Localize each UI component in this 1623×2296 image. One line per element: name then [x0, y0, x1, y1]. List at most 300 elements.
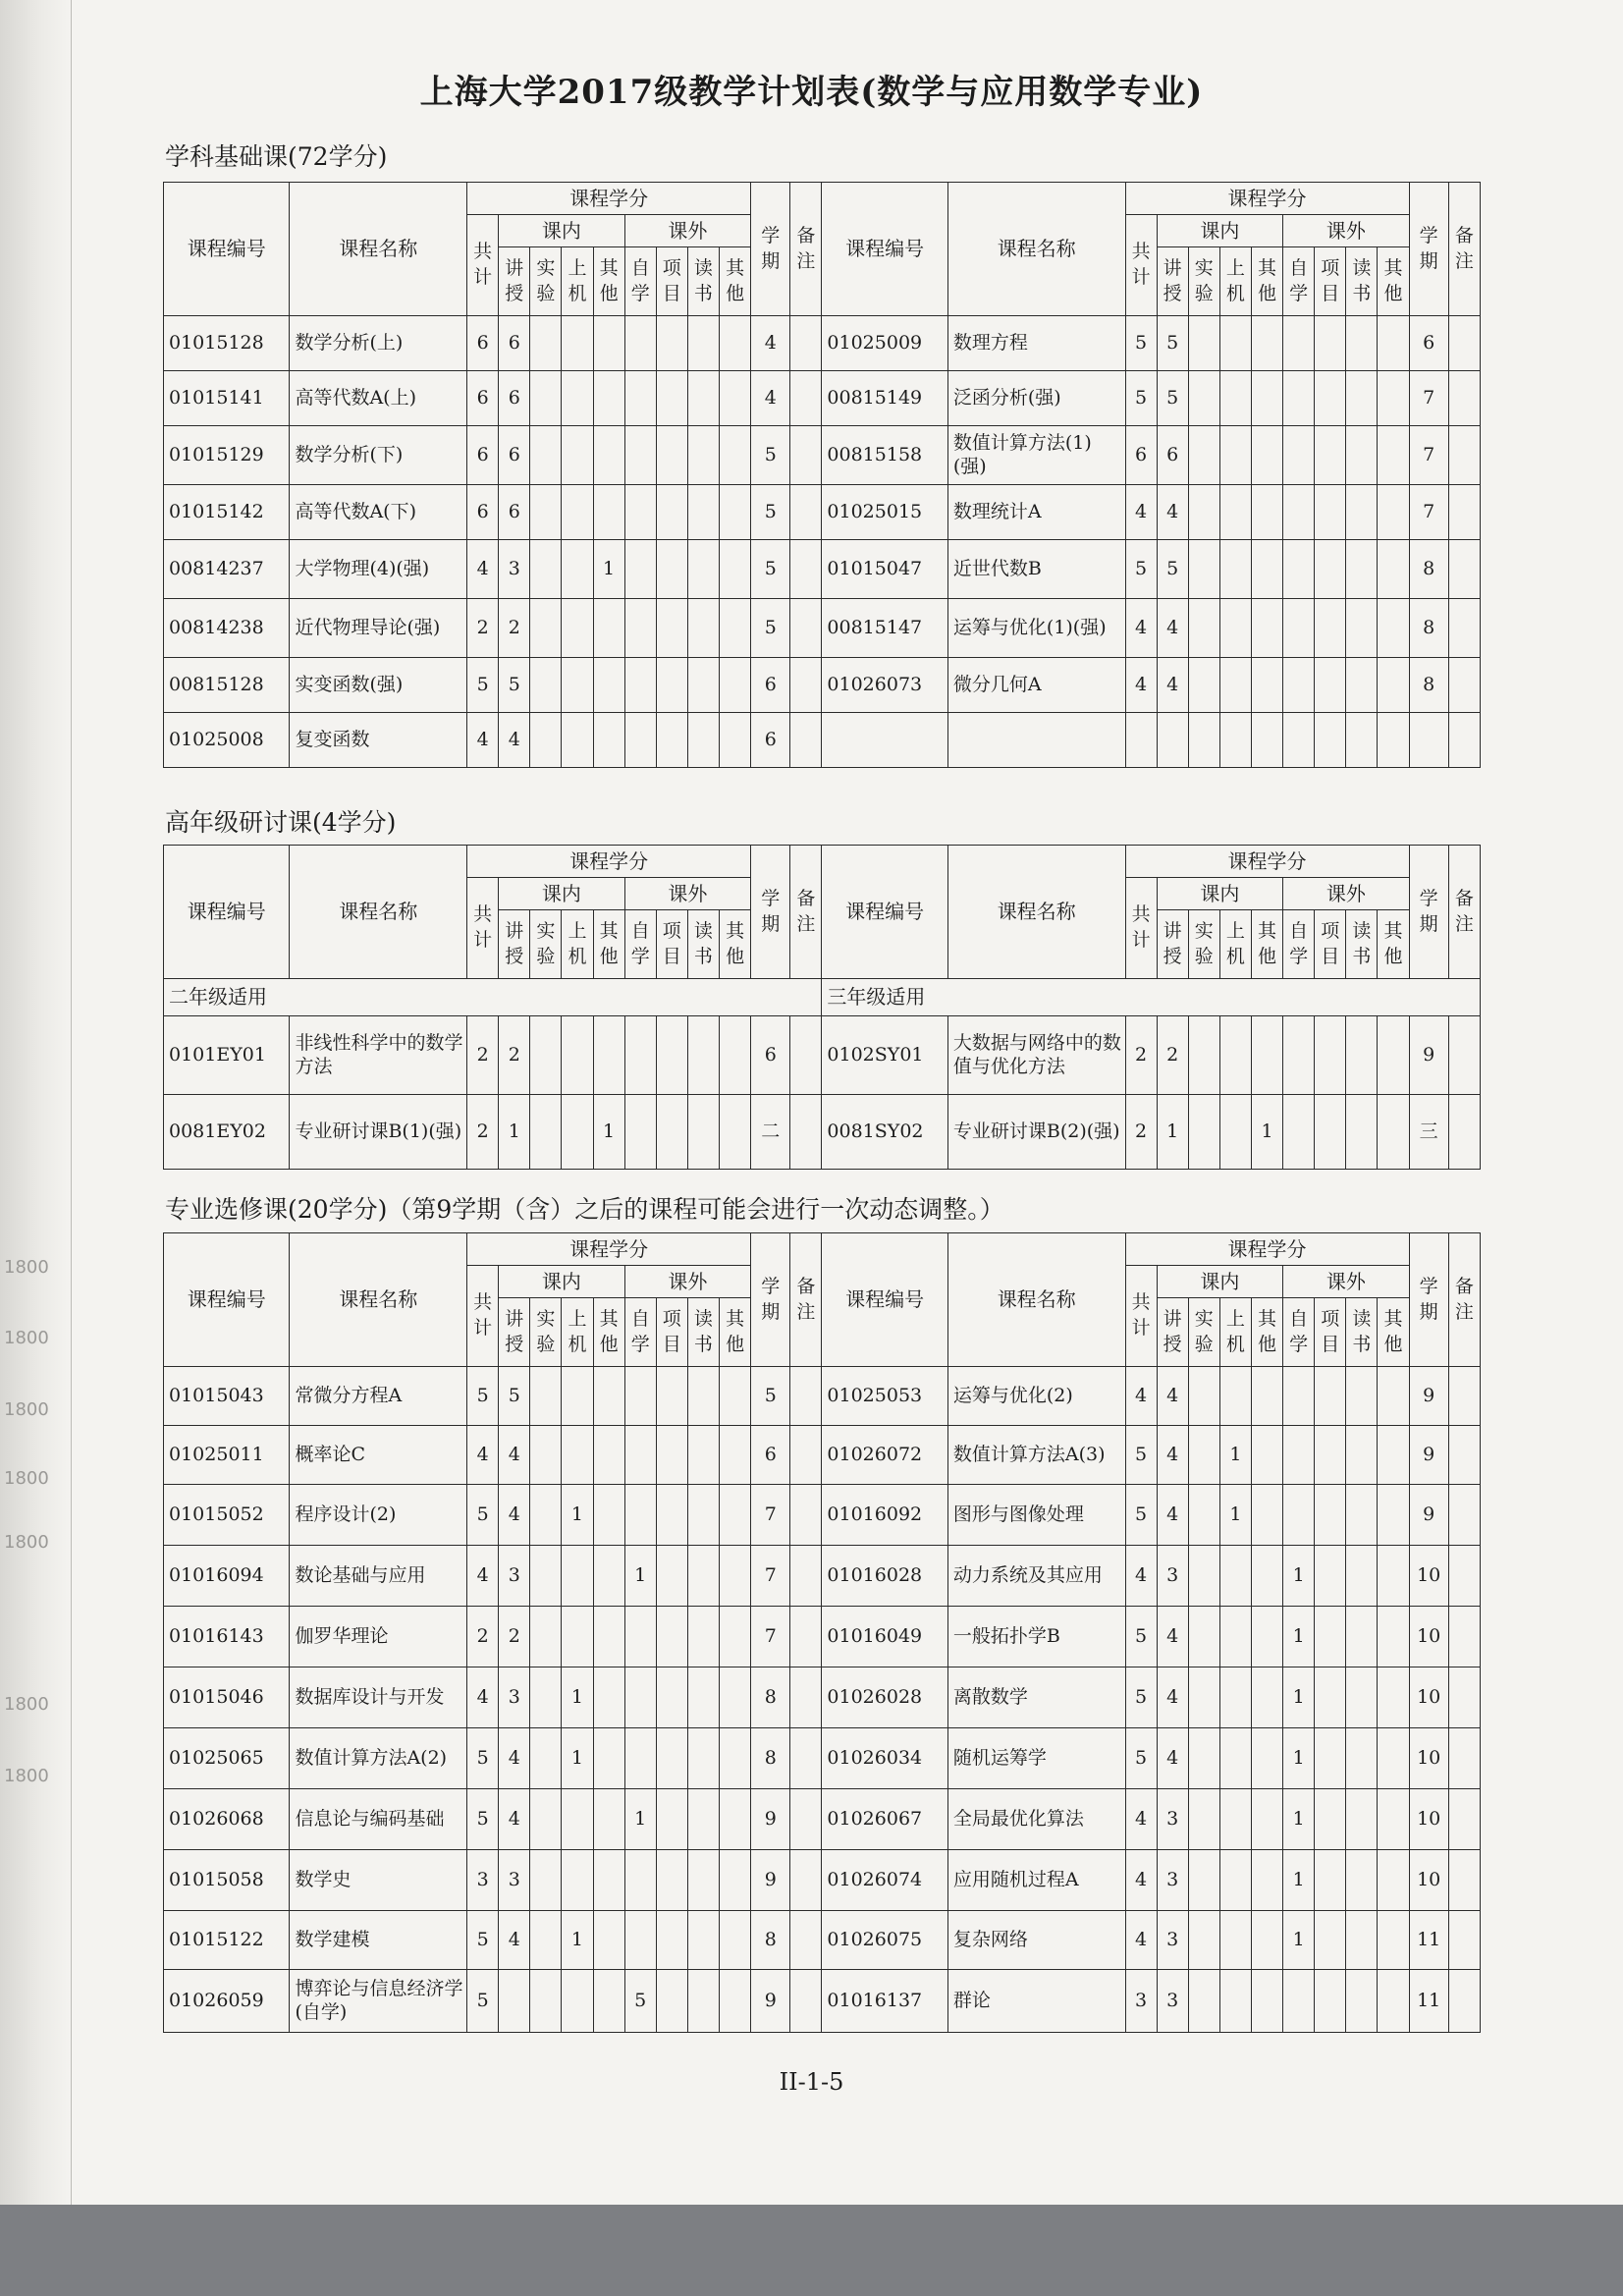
- reading-cell: [687, 1016, 719, 1095]
- project-cell: [656, 1850, 687, 1911]
- header-lecture-right: 讲 授: [1157, 247, 1188, 316]
- term-cell: 8: [751, 1911, 790, 1970]
- lecture-cell: 6: [499, 426, 530, 485]
- course-name-cell: 实变函数(强): [290, 658, 467, 713]
- lecture-cell: 6: [499, 485, 530, 540]
- header-course-code-right: 课程编号: [822, 1233, 947, 1367]
- self-study-cell: [1283, 1970, 1315, 2033]
- course-code-cell: 01016092: [822, 1485, 947, 1546]
- project-cell: [656, 1728, 687, 1789]
- term-cell: 7: [1409, 371, 1448, 426]
- other-out-cell: [719, 485, 750, 540]
- computer-cell: [562, 1095, 593, 1170]
- reading-cell: [687, 658, 719, 713]
- other-in-cell: [593, 1607, 624, 1667]
- header-credits-right: 课程学分: [1125, 846, 1409, 878]
- term-cell: 6: [1409, 316, 1448, 371]
- header-course-name-left: 课程名称: [290, 183, 467, 316]
- course-code-cell: 0081EY02: [164, 1095, 290, 1170]
- course-code-cell: 01026059: [164, 1970, 290, 2033]
- header-term-left: 学 期: [751, 183, 790, 316]
- header-project-right: 项 目: [1315, 910, 1346, 979]
- total-cell: 4: [1125, 1911, 1157, 1970]
- other-out-cell: [1378, 1789, 1409, 1850]
- other-in-cell: [593, 1546, 624, 1607]
- reading-cell: [687, 1789, 719, 1850]
- other-out-cell: [1378, 1850, 1409, 1911]
- table-row: [164, 1546, 1481, 1607]
- computer-cell: [1219, 1095, 1251, 1170]
- computer-cell: 1: [562, 1667, 593, 1728]
- term-cell: 二: [751, 1095, 790, 1170]
- self-study-cell: [1283, 658, 1315, 713]
- total-cell: 4: [467, 1667, 499, 1728]
- margin-mark: 1800: [4, 1532, 49, 1553]
- note-cell: [790, 1667, 822, 1728]
- total-cell: 5: [467, 1970, 499, 2033]
- term-cell: 7: [751, 1485, 790, 1546]
- header-lab-right: 实 验: [1188, 247, 1219, 316]
- course-code-cell: 00815158: [822, 426, 947, 485]
- note-cell: [1448, 1607, 1480, 1667]
- lab-cell: [1188, 599, 1219, 658]
- computer-cell: [562, 540, 593, 599]
- other-in-cell: [1251, 485, 1282, 540]
- lab-cell: [530, 1016, 562, 1095]
- course-code-cell: 01025008: [164, 713, 290, 768]
- other-in-cell: 1: [1251, 1095, 1282, 1170]
- total-cell: 5: [467, 1728, 499, 1789]
- reading-cell: [1346, 1367, 1378, 1426]
- total-cell: 4: [467, 1426, 499, 1485]
- other-in-cell: [1251, 1850, 1282, 1911]
- lab-cell: [530, 1911, 562, 1970]
- lecture-cell: 4: [499, 1426, 530, 1485]
- note-cell: [1448, 1016, 1480, 1095]
- course-code-cell: 01025009: [822, 316, 947, 371]
- header-reading-right: 读 书: [1346, 1298, 1378, 1367]
- course-name-cell: 离散数学: [947, 1667, 1125, 1728]
- project-cell: [1315, 1970, 1346, 2033]
- other-in-cell: [593, 599, 624, 658]
- self-study-cell: [1283, 1426, 1315, 1485]
- table-row: [164, 485, 1481, 540]
- note-cell: [1448, 1667, 1480, 1728]
- lab-cell: [530, 1850, 562, 1911]
- computer-cell: [562, 371, 593, 426]
- reading-cell: [1346, 540, 1378, 599]
- other-in-cell: [593, 371, 624, 426]
- lecture-cell: 4: [499, 1485, 530, 1546]
- reading-cell: [1346, 713, 1378, 768]
- table-row: [164, 316, 1481, 371]
- course-name-cell: 数学分析(下): [290, 426, 467, 485]
- header-course-name-left: 课程名称: [290, 846, 467, 979]
- header-other-in-left: 其 他: [593, 910, 624, 979]
- project-cell: [656, 1667, 687, 1728]
- course-code-cell: 01015043: [164, 1367, 290, 1426]
- table-seminar-courses: [163, 845, 1481, 1170]
- project-cell: [1315, 599, 1346, 658]
- note-cell: [790, 1728, 822, 1789]
- header-total-left: 共 计: [467, 215, 499, 316]
- other-out-cell: [1378, 371, 1409, 426]
- table-row: [164, 540, 1481, 599]
- lab-cell: [530, 1607, 562, 1667]
- self-study-cell: [624, 426, 656, 485]
- course-name-cell: 复杂网络: [947, 1911, 1125, 1970]
- computer-cell: [562, 1367, 593, 1426]
- project-cell: [656, 1426, 687, 1485]
- other-in-cell: [1251, 1016, 1282, 1095]
- lecture-cell: 3: [499, 1546, 530, 1607]
- term-cell: 5: [751, 540, 790, 599]
- header-project-left: 项 目: [656, 247, 687, 316]
- header-term-right: 学 期: [1409, 846, 1448, 979]
- group-label: 三年级适用: [822, 979, 1481, 1016]
- reading-cell: [687, 713, 719, 768]
- header-course-name-right: 课程名称: [947, 846, 1125, 979]
- other-in-cell: [593, 658, 624, 713]
- computer-cell: [1219, 485, 1251, 540]
- self-study-cell: 1: [624, 1546, 656, 1607]
- project-cell: [1315, 1607, 1346, 1667]
- project-cell: [656, 485, 687, 540]
- course-name-cell: 数论基础与应用: [290, 1546, 467, 1607]
- lab-cell: [530, 371, 562, 426]
- header-credits-left: 课程学分: [467, 846, 751, 878]
- course-name-cell: 伽罗华理论: [290, 1607, 467, 1667]
- other-in-cell: [593, 1728, 624, 1789]
- term-cell: 9: [1409, 1426, 1448, 1485]
- reading-cell: [687, 1911, 719, 1970]
- note-cell: [1448, 1850, 1480, 1911]
- other-in-cell: [593, 1485, 624, 1546]
- note-cell: [790, 713, 822, 768]
- page-number: II-1-5: [779, 2068, 844, 2096]
- course-code-cell: 01025065: [164, 1728, 290, 1789]
- other-in-cell: [1251, 1607, 1282, 1667]
- course-name-cell: 动力系统及其应用: [947, 1546, 1125, 1607]
- total-cell: 2: [467, 1607, 499, 1667]
- other-in-cell: [593, 316, 624, 371]
- header-out-class-right: 课外: [1283, 878, 1410, 910]
- note-cell: [790, 371, 822, 426]
- course-code-cell: 01026068: [164, 1789, 290, 1850]
- self-study-cell: [624, 1850, 656, 1911]
- other-in-cell: [593, 1970, 624, 2033]
- header-lab-left: 实 验: [530, 910, 562, 979]
- header-computer-left: 上 机: [562, 910, 593, 979]
- course-code-cell: 01026074: [822, 1850, 947, 1911]
- project-cell: [1315, 1546, 1346, 1607]
- course-name-cell: 数理方程: [947, 316, 1125, 371]
- course-name-cell: 微分几何A: [947, 658, 1125, 713]
- reading-cell: [1346, 1485, 1378, 1546]
- note-cell: [1448, 1367, 1480, 1426]
- total-cell: 4: [1125, 658, 1157, 713]
- course-name-cell: 数值计算方法A(3): [947, 1426, 1125, 1485]
- table-row: [164, 1850, 1481, 1911]
- computer-cell: [562, 599, 593, 658]
- computer-cell: [562, 1546, 593, 1607]
- note-cell: [790, 1367, 822, 1426]
- binding-edge: [0, 0, 72, 2205]
- header-total-right: 共 计: [1125, 1266, 1157, 1367]
- lab-cell: [1188, 485, 1219, 540]
- other-out-cell: [719, 713, 750, 768]
- note-cell: [1448, 1095, 1480, 1170]
- lecture-cell: 4: [499, 1728, 530, 1789]
- header-in-class-right: 课内: [1157, 215, 1282, 247]
- self-study-cell: [1283, 1485, 1315, 1546]
- other-out-cell: [1378, 1728, 1409, 1789]
- table-row: [164, 1426, 1481, 1485]
- course-code-cell: 01015047: [822, 540, 947, 599]
- total-cell: 5: [467, 658, 499, 713]
- header-credits-left: 课程学分: [467, 1233, 751, 1266]
- note-cell: [790, 1911, 822, 1970]
- term-cell: 7: [1409, 485, 1448, 540]
- note-cell: [790, 1546, 822, 1607]
- note-cell: [790, 1607, 822, 1667]
- reading-cell: [1346, 1667, 1378, 1728]
- computer-cell: [562, 1426, 593, 1485]
- lab-cell: [1188, 540, 1219, 599]
- self-study-cell: [1283, 1367, 1315, 1426]
- header-other-out-right: 其 他: [1378, 910, 1409, 979]
- other-out-cell: [1378, 713, 1409, 768]
- other-out-cell: [719, 1546, 750, 1607]
- term-cell: 4: [751, 371, 790, 426]
- header-project-right: 项 目: [1315, 1298, 1346, 1367]
- header-self-right: 自 学: [1283, 247, 1315, 316]
- header-note-left: 备 注: [790, 183, 822, 316]
- header-credits-right: 课程学分: [1125, 183, 1409, 215]
- total-cell: 5: [1125, 1728, 1157, 1789]
- term-cell: 8: [1409, 540, 1448, 599]
- other-in-cell: [1251, 316, 1282, 371]
- computer-cell: [562, 316, 593, 371]
- lecture-cell: 4: [1157, 599, 1188, 658]
- computer-cell: [562, 658, 593, 713]
- project-cell: [1315, 1095, 1346, 1170]
- header-total-left: 共 计: [467, 1266, 499, 1367]
- header-term-left: 学 期: [751, 846, 790, 979]
- table-row: [164, 1667, 1481, 1728]
- computer-cell: [562, 1970, 593, 2033]
- other-out-cell: [1378, 1667, 1409, 1728]
- other-out-cell: [719, 658, 750, 713]
- table-row: [164, 1789, 1481, 1850]
- total-cell: 2: [1125, 1016, 1157, 1095]
- term-cell: 7: [1409, 426, 1448, 485]
- note-cell: [1448, 658, 1480, 713]
- other-in-cell: [1251, 1667, 1282, 1728]
- other-in-cell: [1251, 371, 1282, 426]
- header-course-code-left: 课程编号: [164, 846, 290, 979]
- course-name-cell: 图形与图像处理: [947, 1485, 1125, 1546]
- computer-cell: 1: [562, 1728, 593, 1789]
- header-lab-left: 实 验: [530, 1298, 562, 1367]
- header-other-out-left: 其 他: [719, 1298, 750, 1367]
- total-cell: 4: [467, 713, 499, 768]
- lecture-cell: 5: [1157, 316, 1188, 371]
- computer-cell: [562, 1850, 593, 1911]
- course-code-cell: 01016049: [822, 1607, 947, 1667]
- other-out-cell: [1378, 1485, 1409, 1546]
- computer-cell: [1219, 1016, 1251, 1095]
- computer-cell: [562, 713, 593, 768]
- reading-cell: [687, 1546, 719, 1607]
- reading-cell: [687, 1426, 719, 1485]
- lecture-cell: 2: [1157, 1016, 1188, 1095]
- computer-cell: [562, 1607, 593, 1667]
- self-study-cell: [624, 485, 656, 540]
- computer-cell: 1: [562, 1911, 593, 1970]
- self-study-cell: 1: [1283, 1911, 1315, 1970]
- header-self-left: 自 学: [624, 910, 656, 979]
- self-study-cell: [624, 1095, 656, 1170]
- course-name-cell: 常微分方程A: [290, 1367, 467, 1426]
- note-cell: [1448, 1546, 1480, 1607]
- project-cell: [656, 658, 687, 713]
- lab-cell: [1188, 316, 1219, 371]
- lecture-cell: 4: [1157, 1367, 1188, 1426]
- header-out-class-left: 课外: [624, 1266, 751, 1298]
- term-cell: 5: [751, 485, 790, 540]
- course-name-cell: 数值计算方法(1)(强): [947, 426, 1125, 485]
- lab-cell: [530, 426, 562, 485]
- course-code-cell: 01025011: [164, 1426, 290, 1485]
- total-cell: 5: [467, 1789, 499, 1850]
- reading-cell: [1346, 1095, 1378, 1170]
- header-reading-left: 读 书: [687, 247, 719, 316]
- total-cell: 5: [1125, 1426, 1157, 1485]
- self-study-cell: [1283, 540, 1315, 599]
- course-code-cell: 01015058: [164, 1850, 290, 1911]
- term-cell: 11: [1409, 1911, 1448, 1970]
- lab-cell: [1188, 1095, 1219, 1170]
- course-code-cell: 01016137: [822, 1970, 947, 2033]
- project-cell: [656, 316, 687, 371]
- self-study-cell: [1283, 485, 1315, 540]
- computer-cell: 1: [1219, 1426, 1251, 1485]
- self-study-cell: [624, 1016, 656, 1095]
- self-study-cell: [624, 658, 656, 713]
- header-in-class-left: 课内: [499, 1266, 624, 1298]
- course-name-cell: 概率论C: [290, 1426, 467, 1485]
- course-name-cell: 近世代数B: [947, 540, 1125, 599]
- table-row: [164, 1485, 1481, 1546]
- header-note-left: 备 注: [790, 1233, 822, 1367]
- course-code-cell: 01015141: [164, 371, 290, 426]
- lecture-cell: 1: [499, 1095, 530, 1170]
- course-name-cell: 复变函数: [290, 713, 467, 768]
- term-cell: 8: [1409, 599, 1448, 658]
- lecture-cell: 4: [499, 713, 530, 768]
- header-course-name-right: 课程名称: [947, 1233, 1125, 1367]
- project-cell: [1315, 1016, 1346, 1095]
- section-title-electives: 专业选修课(20学分)（第9学期（含）之后的课程可能会进行一次动态调整。）: [165, 1195, 1004, 1224]
- lab-cell: [1188, 1546, 1219, 1607]
- page-title: 上海大学2017级教学计划表(数学与应用数学专业): [419, 73, 1204, 112]
- term-cell: 8: [751, 1728, 790, 1789]
- reading-cell: [687, 1667, 719, 1728]
- course-name-cell: 专业研讨课B(2)(强): [947, 1095, 1125, 1170]
- header-lab-right: 实 验: [1188, 1298, 1219, 1367]
- reading-cell: [687, 485, 719, 540]
- reading-cell: [687, 1607, 719, 1667]
- computer-cell: [562, 1789, 593, 1850]
- header-course-code-right: 课程编号: [822, 183, 947, 316]
- project-cell: [656, 1095, 687, 1170]
- course-code-cell: 01016028: [822, 1546, 947, 1607]
- reading-cell: [1346, 316, 1378, 371]
- project-cell: [1315, 540, 1346, 599]
- course-code-cell: 00815147: [822, 599, 947, 658]
- course-name-cell: 随机运筹学: [947, 1728, 1125, 1789]
- computer-cell: 1: [1219, 1485, 1251, 1546]
- project-cell: [1315, 713, 1346, 768]
- margin-mark: 1800: [4, 1257, 49, 1278]
- note-cell: [790, 1789, 822, 1850]
- header-computer-right: 上 机: [1219, 247, 1251, 316]
- header-lab-right: 实 验: [1188, 910, 1219, 979]
- header-out-class-left: 课外: [624, 215, 751, 247]
- note-cell: [1448, 371, 1480, 426]
- self-study-cell: [624, 1426, 656, 1485]
- term-cell: 9: [1409, 1016, 1448, 1095]
- header-out-class-left: 课外: [624, 878, 751, 910]
- other-in-cell: [593, 1667, 624, 1728]
- lab-cell: [530, 1485, 562, 1546]
- term-cell: 5: [751, 599, 790, 658]
- other-in-cell: [1251, 1426, 1282, 1485]
- header-in-class-left: 课内: [499, 878, 624, 910]
- project-cell: [1315, 1789, 1346, 1850]
- course-code-cell: 01015046: [164, 1667, 290, 1728]
- course-name-cell: 应用随机过程A: [947, 1850, 1125, 1911]
- total-cell: 4: [1125, 1850, 1157, 1911]
- lecture-cell: 3: [1157, 1546, 1188, 1607]
- header-lecture-right: 讲 授: [1157, 1298, 1188, 1367]
- header-project-left: 项 目: [656, 910, 687, 979]
- term-cell: 6: [751, 1016, 790, 1095]
- reading-cell: [687, 1728, 719, 1789]
- header-computer-right: 上 机: [1219, 910, 1251, 979]
- lecture-cell: 5: [499, 1367, 530, 1426]
- lab-cell: [530, 1970, 562, 2033]
- margin-mark: 1800: [4, 1328, 49, 1348]
- self-study-cell: [1283, 599, 1315, 658]
- self-study-cell: [624, 1911, 656, 1970]
- total-cell: 4: [467, 540, 499, 599]
- other-in-cell: [593, 1426, 624, 1485]
- reading-cell: [1346, 599, 1378, 658]
- course-name-cell: 运筹与优化(1)(强): [947, 599, 1125, 658]
- note-cell: [790, 1850, 822, 1911]
- lab-cell: [1188, 713, 1219, 768]
- note-cell: [790, 599, 822, 658]
- header-in-class-right: 课内: [1157, 878, 1282, 910]
- total-cell: 3: [1125, 1970, 1157, 2033]
- term-cell: 6: [751, 713, 790, 768]
- reading-cell: [1346, 658, 1378, 713]
- lecture-cell: 5: [1157, 371, 1188, 426]
- project-cell: [656, 540, 687, 599]
- header-other-in-right: 其 他: [1251, 910, 1282, 979]
